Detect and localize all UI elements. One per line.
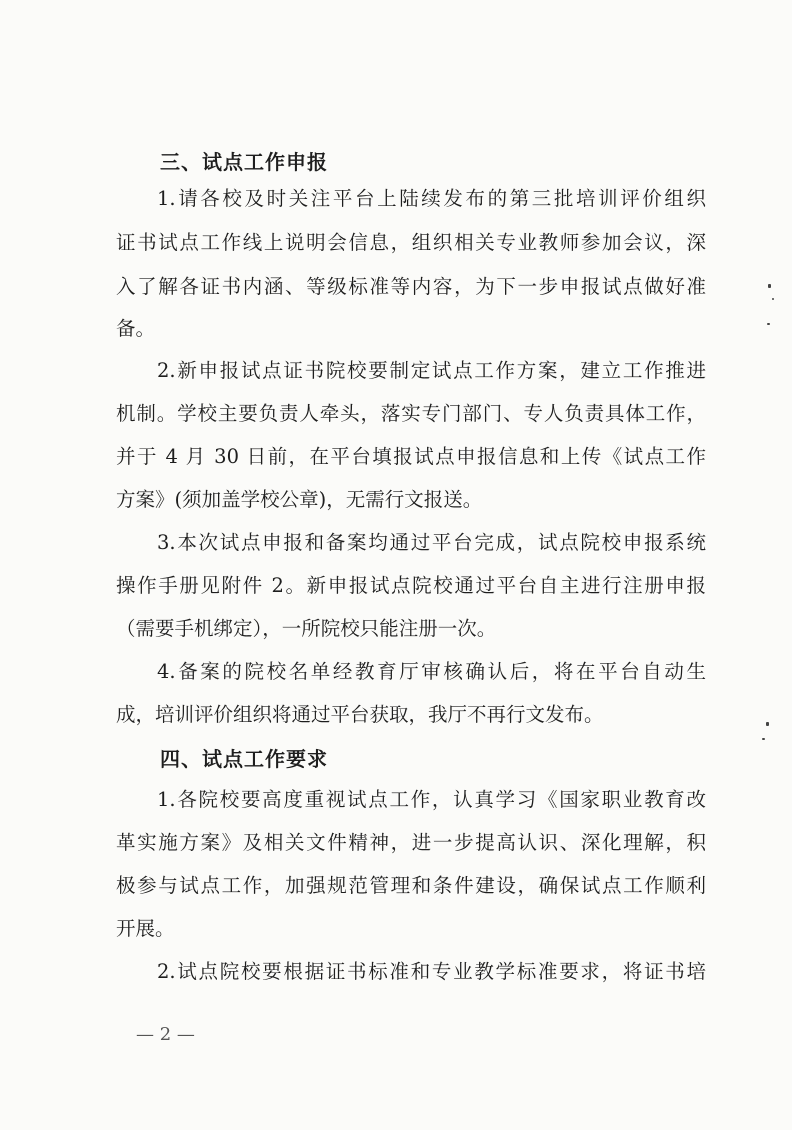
scan-speck [768, 284, 771, 288]
paragraph-line: 极参与试点工作，加强规范管理和条件建设，确保试点工作顺利 [116, 874, 706, 897]
paragraph-line: 备。 [116, 317, 156, 340]
scan-speck [762, 738, 765, 740]
paragraph-line: 3.本次试点申报和备案均通过平台完成，试点院校申报系统 [157, 531, 706, 554]
paragraph-line: 成，培训评价组织将通过平台获取，我厅不再行文发布。 [116, 703, 604, 726]
paragraph-line: 2.新申报试点证书院校要制定试点工作方案，建立工作推进 [157, 359, 706, 382]
paragraph-line: 证书试点工作线上说明会信息，组织相关专业教师参加会议，深 [116, 231, 706, 254]
paragraph-line: 1.请各校及时关注平台上陆续发布的第三批培训评价组织 [157, 187, 706, 210]
paragraph-line: 革实施方案》及相关文件精神，进一步提高认识、深化理解，积 [116, 831, 706, 854]
paragraph-line: 4.备案的院校名单经教育厅审核确认后，将在平台自动生 [157, 660, 706, 683]
paragraph-line: （需要手机绑定），一所院校只能注册一次。 [116, 617, 497, 640]
paragraph-line: 方案》(须加盖学校公章)，无需行文报送。 [116, 488, 483, 511]
paragraph-line: 机制。学校主要负责人牵头，落实专门部门、专人负责具体工作， [116, 402, 706, 425]
scan-speck [766, 722, 769, 726]
page-number: — 2 — [136, 1024, 195, 1045]
paragraph-line: 入了解各证书内涵、等级标准等内容，为下一步申报试点做好准 [116, 275, 706, 298]
section-heading-requirements: 四、试点工作要求 [160, 747, 328, 771]
scan-speck [767, 323, 770, 325]
paragraph-line: 1.各院校要高度重视试点工作，认真学习《国家职业教育改 [157, 788, 706, 811]
paragraph-line: 开展。 [116, 917, 175, 940]
paragraph-line: 操作手册见附件 2。新申报试点院校通过平台自主进行注册申报 [116, 574, 706, 597]
scan-speck [772, 298, 774, 300]
section-heading-application: 三、试点工作申报 [160, 150, 328, 174]
paragraph-line: 2.试点院校要根据证书标准和专业教学标准要求，将证书培 [157, 960, 706, 983]
paragraph-line: 并于 4 月 30 日前，在平台填报试点申报信息和上传《试点工作 [116, 445, 706, 468]
